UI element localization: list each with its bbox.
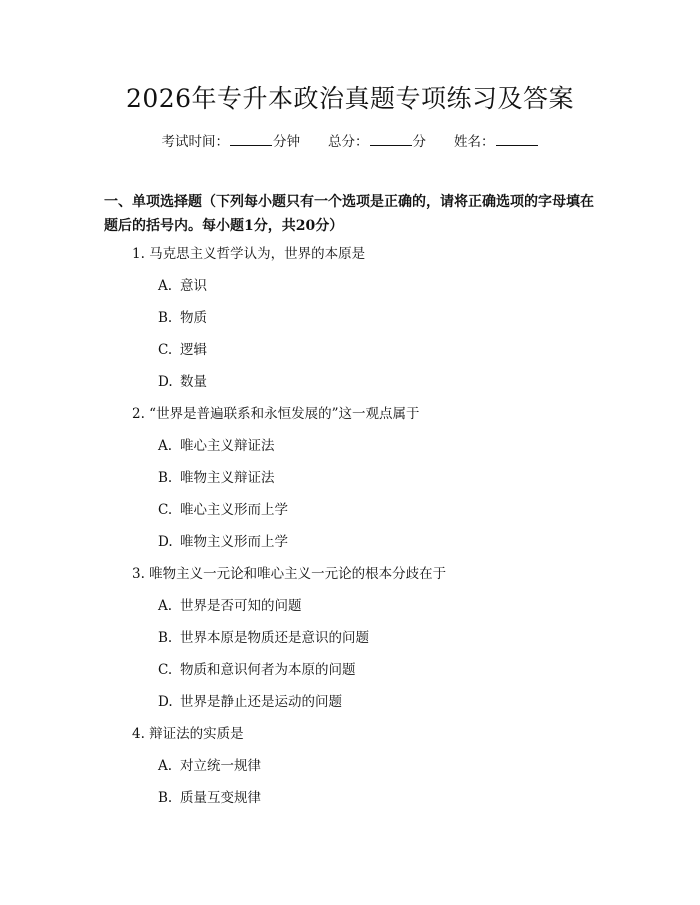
option-c (132, 658, 612, 682)
option-d (132, 690, 612, 714)
option-letter: B. (158, 310, 173, 326)
option-letter: D. (158, 374, 173, 390)
option-text: 唯心主义辩证法 (180, 438, 275, 454)
question-2 (132, 402, 612, 554)
option-b (132, 786, 612, 810)
option-c (132, 338, 612, 362)
option-text: 对立统一规律 (180, 758, 261, 774)
exam-time-unit: 分钟 (273, 134, 300, 150)
question-list (132, 242, 612, 818)
option-d (132, 370, 612, 394)
exam-time-label: 考试时间： (161, 134, 229, 150)
option-text: 世界是静止还是运动的问题 (180, 694, 342, 710)
name-label: 姓名： (454, 134, 495, 150)
option-text: 逻辑 (180, 342, 207, 358)
option-text: 世界是否可知的问题 (180, 598, 302, 614)
option-letter: A. (158, 278, 173, 294)
option-d (132, 530, 612, 554)
option-c (132, 498, 612, 522)
name-field (454, 131, 539, 152)
option-letter: B. (158, 470, 173, 486)
name-blank (496, 131, 538, 146)
option-text: 唯物主义辩证法 (180, 470, 275, 486)
option-text: 唯心主义形而上学 (180, 502, 288, 518)
option-letter: D. (158, 694, 173, 710)
option-letter: C. (158, 502, 173, 518)
option-text: 意识 (180, 278, 207, 294)
option-letter: B. (158, 790, 173, 806)
question-stem: 1. 马克思主义哲学认为，世界的本原是 (132, 246, 366, 262)
option-text: 数量 (180, 374, 207, 390)
option-text: 物质 (180, 310, 207, 326)
question-1 (132, 242, 612, 394)
question-4 (132, 722, 612, 810)
option-a (132, 434, 612, 458)
exam-time-field (162, 131, 301, 152)
option-text: 质量互变规律 (180, 790, 261, 806)
option-text: 唯物主义形而上学 (180, 534, 288, 550)
section-header: 一、单项选择题（下列每小题只有一个选项是正确的，请将正确选项的字母填在题后的括号内。每小题1分，共20分） (104, 194, 594, 234)
total-score-label: 总分： (328, 134, 369, 150)
question-3 (132, 562, 612, 714)
question-stem: 2. “世界是普遍联系和永恒发展的”这一观点属于 (132, 406, 420, 422)
option-letter: B. (158, 630, 173, 646)
option-letter: C. (158, 662, 173, 678)
option-text: 物质和意识何者为本原的问题 (180, 662, 356, 678)
option-a (132, 274, 612, 298)
option-letter: C. (158, 342, 173, 358)
total-score-unit: 分 (412, 134, 426, 150)
option-letter: A. (158, 598, 173, 614)
exam-info-row (0, 131, 700, 152)
question-stem: 3. 唯物主义一元论和唯心主义一元论的根本分歧在于 (132, 566, 447, 582)
exam-time-blank (230, 131, 272, 146)
page-title: 2026年专升本政治真题专项练习及答案 (125, 84, 575, 113)
option-b (132, 466, 612, 490)
option-a (132, 754, 612, 778)
option-a (132, 594, 612, 618)
option-letter: D. (158, 534, 173, 550)
option-letter: A. (158, 758, 173, 774)
total-score-blank (370, 131, 412, 146)
question-stem: 4. 辩证法的实质是 (132, 726, 244, 742)
total-score-field (328, 131, 426, 152)
option-letter: A. (158, 438, 173, 454)
option-text: 世界本原是物质还是意识的问题 (180, 630, 369, 646)
option-b (132, 306, 612, 330)
option-b (132, 626, 612, 650)
